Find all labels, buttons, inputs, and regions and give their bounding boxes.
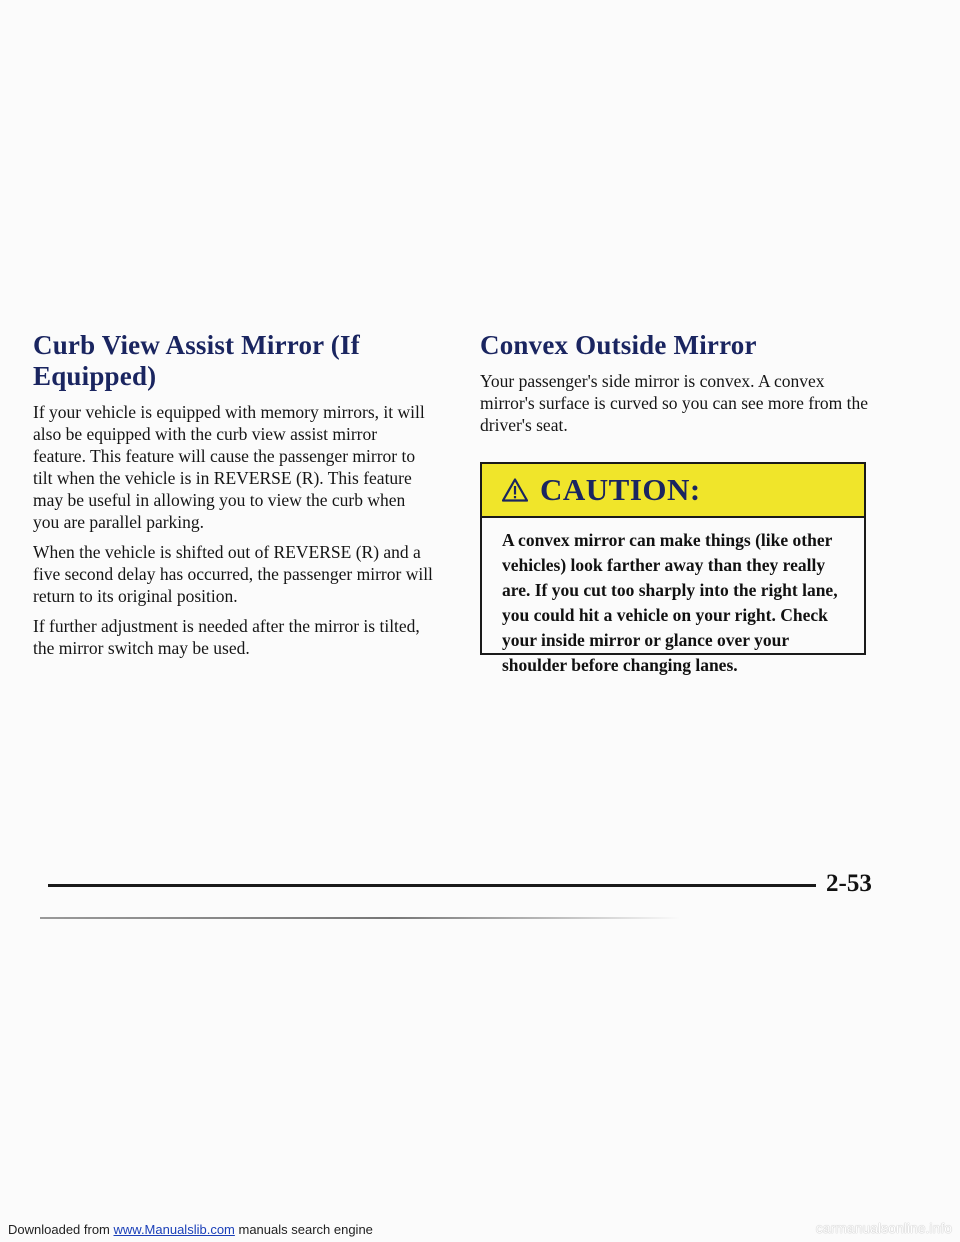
- watermark-prefix: Downloaded from: [8, 1222, 114, 1237]
- caution-title: CAUTION:: [540, 472, 701, 507]
- site-watermark: carmanualsonline.info: [815, 1220, 952, 1236]
- caution-text: A convex mirror can make things (like other vehicles) look farther away than they really are. If you cut too sharply into the right lane, you could hit a vehicle on your right. Check your inside mirror or glance over your shoulder before changing lanes.: [502, 530, 838, 675]
- left-column: [33, 330, 433, 667]
- curb-view-heading: Curb View Assist Mirror (If Equipped): [33, 330, 360, 392]
- footer-rule: [48, 884, 816, 887]
- caution-box: [480, 462, 866, 675]
- curb-view-paragraph-2: When the vehicle is shifted out of REVERSE (R) and a five second delay has occurred, the passenger mirror will return to its original position.: [33, 542, 433, 607]
- manualslib-link[interactable]: www.Manualslib.com: [113, 1222, 235, 1237]
- curb-view-paragraph-1: If your vehicle is equipped with memory mirrors, it will also be equipped with the curb view assist mirror feature. This feature will cause the passenger mirror to tilt when the vehicle is in REVERSE (R). This feature may be useful in allowing you to view the curb when you are parallel parking.: [33, 402, 425, 533]
- download-watermark: [8, 1222, 373, 1237]
- page-number: 2-53: [826, 870, 872, 897]
- curb-view-paragraph-3: If further adjustment is needed after the mirror is tilted, the mirror switch may be used.: [33, 616, 420, 659]
- warning-triangle-icon: [502, 478, 528, 502]
- right-column: [480, 330, 880, 444]
- convex-mirror-heading: Convex Outside Mirror: [480, 330, 757, 360]
- convex-mirror-paragraph: Your passenger's side mirror is convex. A convex mirror's surface is curved so you can see more from the driver's seat.: [480, 371, 869, 436]
- caution-header: [482, 464, 864, 518]
- watermark-suffix: manuals search engine: [234, 1222, 373, 1237]
- scan-artifact-line: [40, 917, 680, 919]
